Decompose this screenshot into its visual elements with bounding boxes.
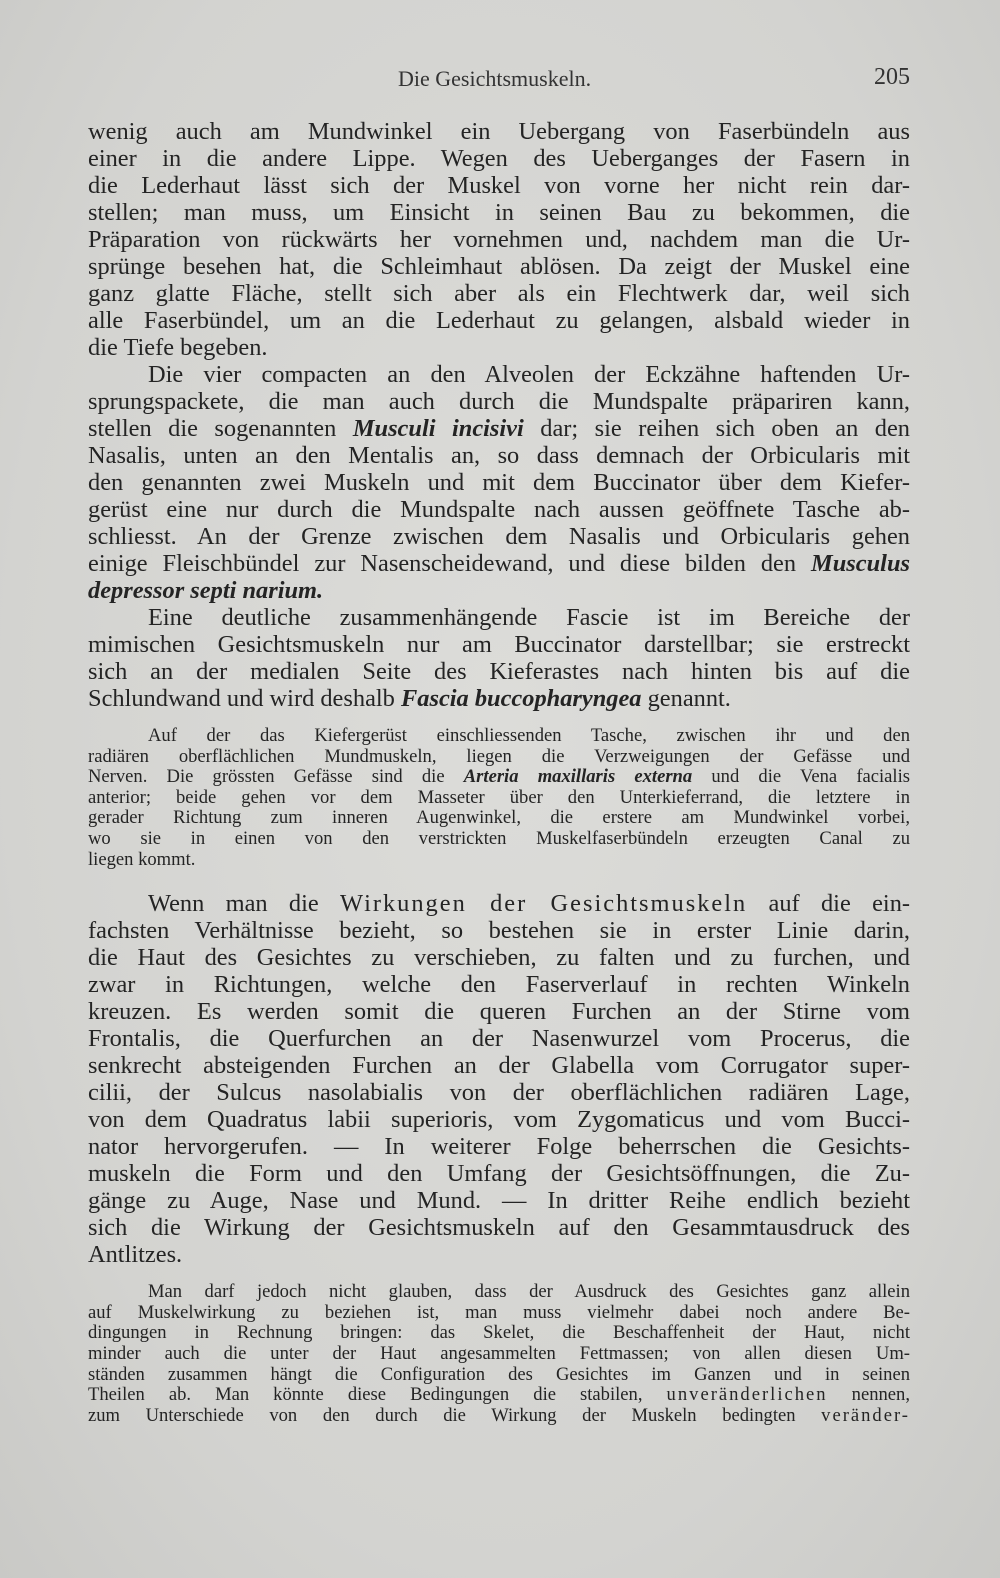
text-line: auf Muskelwirkung zu beziehen ist, man muss vielmehr dabei noch andere Be- <box>88 1301 910 1323</box>
text-line: liegen kommt. <box>88 848 196 870</box>
page-header <box>88 60 910 100</box>
text-span: Nerven. Die grössten Gefässe sind die <box>88 766 464 788</box>
text-line: wo sie in einen von den verstrickten Muskelfaserbündeln erzeugten Canal zu <box>88 827 910 849</box>
small-print-note-1 <box>88 726 910 870</box>
text-line: gerader Richtung zum inneren Augenwinkel, die erstere am Mundwinkel vorbei, <box>88 807 910 829</box>
text-line: kreuzen. Es werden somit die queren Furchen an der Stirne vom <box>88 998 910 1026</box>
text-line: mimischen Gesichtsmuskeln nur am Buccinator darstellbar; sie erstreckt <box>88 631 910 658</box>
page-number: 205 <box>874 64 910 90</box>
running-head: Die Gesichtsmuskeln. <box>398 66 592 91</box>
paragraph-3 <box>88 604 910 712</box>
text-line: schliesst. An der Grenze zwischen dem Nasalis und Orbicularis gehen <box>88 523 910 550</box>
text-line: die Lederhaut lässt sich der Muskel von vorne her nicht rein dar- <box>88 172 910 199</box>
small-print-note-2 <box>88 1282 910 1426</box>
page-body <box>88 118 910 1426</box>
text-span: Wenn man die <box>148 890 341 918</box>
text-line: gänge zu Auge, Nase und Mund. — In dritter Reihe endlich bezieht <box>88 1187 910 1215</box>
text-line: Antlitzes. <box>88 1241 183 1269</box>
text-span: auf die ein- <box>747 890 911 918</box>
paragraph-1 <box>88 118 910 361</box>
text-line: den genannten zwei Muskeln und mit dem Buccinator über dem Kiefer- <box>88 469 910 496</box>
text-span: stellen die sogenannten <box>88 415 353 442</box>
text-span: Theilen ab. Man könnte diese Bedingungen die stabilen, <box>88 1384 667 1406</box>
text-line <box>88 685 910 712</box>
text-span: dar; sie reihen sich oben an den <box>523 415 910 442</box>
text-line: radiären oberflächlichen Mundmuskeln, liegen die Verzweigungen der Gefässe und <box>88 745 910 767</box>
paragraph-4 <box>88 890 910 1268</box>
text-line: gerüst eine nur durch die Mundspalte nach aussen geöffnete Tasche ab- <box>88 496 910 523</box>
text-span: Schlundwand und wird deshalb <box>88 685 401 712</box>
text-line: Nasalis, unten an den Mentalis an, so dass demnach der Orbicularis mit <box>88 442 910 469</box>
text-line <box>88 890 910 917</box>
term-fascia-buccopharyngea: Fascia buccopharyngea <box>400 685 642 712</box>
text-line: sprungspackete, die man auch durch die Mundspalte präpariren kann, <box>88 388 910 415</box>
text-line: zwar in Richtungen, welche den Faserverlauf in rechten Winkeln <box>88 971 910 999</box>
text-line: einer in die andere Lippe. Wegen des Ueberganges der Fasern in <box>88 145 910 172</box>
text-line: die Haut des Gesichtes zu verschieben, zu falten und zu furchen, und <box>88 944 910 972</box>
text-line: Auf der das Kiefergerüst einschliessenden Tasche, zwischen ihr und den <box>148 725 910 746</box>
text-line: alle Faserbündel, um an die Lederhaut zu gelangen, alsbald wieder in <box>88 307 910 334</box>
spaced-term: veränder- <box>821 1404 910 1426</box>
text-line: die Tiefe begeben. <box>88 334 268 361</box>
text-line: Eine deutliche zusammenhängende Fascie ist im Bereiche der <box>148 604 910 631</box>
text-line: sich an der medialen Seite des Kieferastes nach hinten bis auf die <box>88 658 910 685</box>
term-musculus: Musculus <box>811 550 910 577</box>
text-line: fachsten Verhältnisse bezieht, so bestehen sie in erster Linie darin, <box>88 917 910 945</box>
text-line: muskeln die Form und den Umfang der Gesichtsöffnungen, die Zu- <box>88 1160 910 1188</box>
text-line: Man darf jedoch nicht glauben, dass der Ausdruck des Gesichtes ganz allein <box>148 1281 910 1303</box>
text-line: Frontalis, die Querfurchen an der Nasenwurzel vom Procerus, die <box>88 1025 910 1053</box>
text-span: zum Unterschiede von den durch die Wirkung der Muskeln bedingten <box>88 1404 822 1426</box>
text-span: und die Vena facialis <box>692 766 911 788</box>
text-line: ganz glatte Fläche, stellt sich aber als ein Flechtwerk dar, weil sich <box>88 280 910 307</box>
text-line: wenig auch am Mundwinkel ein Uebergang von Faserbündeln aus <box>88 118 910 145</box>
text-line: Präparation von rückwärts her vornehmen und, nachdem man die Ur- <box>88 226 910 253</box>
text-line: nator hervorgerufen. — In weiterer Folge beherrschen die Gesichts- <box>88 1133 910 1161</box>
spaced-term: unveränderlichen <box>666 1384 828 1406</box>
text-line: cilii, der Sulcus nasolabialis von der oberflächlichen radiären Lage, <box>88 1079 910 1107</box>
term-depressor-septi: depressor septi narium. <box>88 577 324 604</box>
text-span: nennen, <box>827 1384 910 1406</box>
text-line: senkrecht absteigenden Furchen an der Glabella vom Corrugator super- <box>88 1052 910 1080</box>
text-line: Die vier compacten an den Alveolen der Eckzähne haftenden Ur- <box>148 361 910 388</box>
text-line <box>88 577 910 604</box>
text-span: genannt. <box>641 685 731 712</box>
text-line: dingungen in Rechnung bringen: das Skelet, die Beschaffenheit der Haut, nicht <box>88 1322 910 1344</box>
text-line <box>88 1406 910 1427</box>
text-line: von dem Quadratus labii superioris, vom Zygomaticus und vom Bucci- <box>88 1106 910 1134</box>
text-line: sich die Wirkung der Gesichtsmuskeln auf den Gesammtausdruck des <box>88 1214 910 1242</box>
term-arteria-maxillaris: Arteria maxillaris externa <box>463 766 693 788</box>
text-line <box>88 415 910 442</box>
spaced-heading-text: Wirkungen der Gesichtsmuskeln <box>340 890 748 918</box>
text-line: ständen zusammen hängt die Configuration des Gesichtes im Ganzen und in seinen <box>88 1363 910 1385</box>
text-line: minder auch die unter der Haut angesammelten Fettmassen; von allen diesen Um- <box>88 1342 910 1364</box>
text-line <box>88 550 910 577</box>
text-line: stellen; man muss, um Einsicht in seinen Bau zu bekommen, die <box>88 199 910 226</box>
text-line: anterior; beide gehen vor dem Masseter über den Unterkieferrand, die letztere in <box>88 786 910 808</box>
text-line <box>88 767 910 788</box>
term-musculi-incisivi: Musculi incisivi <box>352 415 524 442</box>
paragraph-2 <box>88 361 910 604</box>
text-line: sprünge besehen hat, die Schleimhaut ablösen. Da zeigt der Muskel eine <box>88 253 910 280</box>
text-span: einige Fleischbündel zur Nasenscheidewand, und diese bilden den <box>88 550 812 577</box>
text-line <box>88 1385 910 1406</box>
